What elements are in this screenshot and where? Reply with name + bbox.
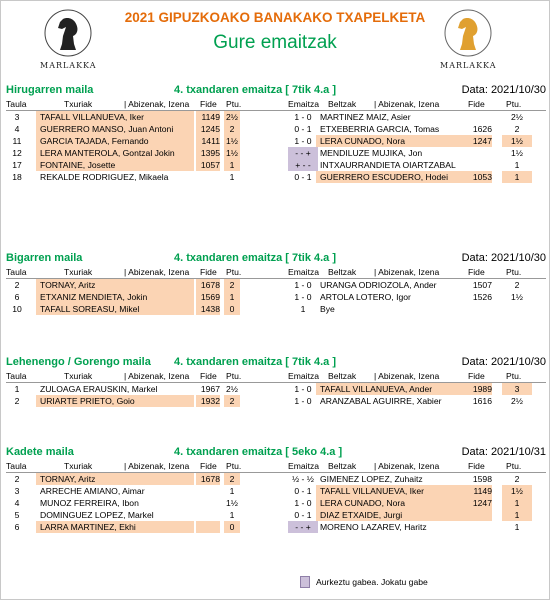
white-fide: 1245	[196, 123, 220, 135]
black-points: 1	[502, 509, 532, 521]
board-number: 3	[14, 486, 20, 496]
black-points: 2½	[511, 112, 523, 122]
board-number: 6	[14, 292, 20, 302]
white-player: ZULOAGA ERAUSKIN, Markel	[40, 384, 158, 394]
column-headers	[6, 98, 546, 111]
board-number: 1	[14, 384, 20, 394]
club-logo-right	[440, 8, 496, 70]
black-points: 1½	[511, 148, 523, 158]
col-ptu-black: Ptu.	[506, 371, 522, 381]
col-beltzak: Beltzak	[328, 371, 357, 381]
col-ptu-white: Ptu.	[226, 371, 242, 381]
col-txuriak: Txuriak	[64, 267, 93, 277]
game-result: 1	[300, 304, 306, 314]
col-taula: Taula	[6, 371, 27, 381]
white-fide	[196, 485, 220, 497]
game-result: 1 - 0	[294, 498, 312, 508]
white-fide: 1678	[196, 473, 220, 485]
table-row	[6, 159, 546, 171]
table-row	[6, 473, 546, 485]
col-abizenak-white: | Abizenak, Izena	[124, 267, 190, 277]
board-number: 4	[14, 124, 20, 134]
black-player: ARTOLA LOTERO, Igor	[320, 292, 411, 302]
black-fide: 1247	[466, 135, 492, 147]
black-fide: 1616	[472, 396, 492, 406]
round-date: Data: 2021/10/30	[461, 252, 546, 264]
table-row	[6, 383, 546, 395]
col-fide-white: Fide	[200, 371, 217, 381]
black-fide: 1989	[466, 383, 492, 395]
white-points: 2	[224, 395, 240, 407]
black-fide: 1149	[466, 485, 492, 497]
col-ptu-white: Ptu.	[226, 267, 242, 277]
table-row	[6, 509, 546, 521]
col-fide-black: Fide	[468, 267, 485, 277]
board-number: 3	[14, 112, 20, 122]
white-player: REKALDE RODRIGUEZ, Mikaela	[40, 172, 169, 182]
round-label: 4. txandaren emaitza [ 7tik 4.a ]	[174, 84, 337, 96]
col-ptu-white: Ptu.	[226, 461, 242, 471]
page-title: 2021 GIPUZKOAKO BANAKAKO TXAPELKETA	[124, 10, 426, 25]
black-points: 1½	[502, 135, 532, 147]
white-player: LERA MANTEROLA, Gontzal Jokin	[36, 147, 194, 159]
col-emaitza: Emaitza	[288, 99, 320, 109]
white-points: 1½	[226, 498, 238, 508]
table-row	[6, 135, 546, 147]
game-result: 1 - 0	[294, 292, 312, 302]
logo-right-text: MARLAKKA	[440, 61, 497, 70]
game-result: 0 - 1	[294, 172, 312, 182]
black-points: 1	[514, 522, 520, 532]
black-fide: 1247	[466, 497, 492, 509]
table-row	[6, 303, 546, 315]
section-header	[6, 356, 546, 370]
col-taula: Taula	[6, 267, 27, 277]
section-name: Bigarren maila	[6, 252, 83, 264]
col-abizenak-black: | Abizenak, Izena	[374, 99, 440, 109]
col-abizenak-white: | Abizenak, Izena	[124, 461, 190, 471]
col-abizenak-black: | Abizenak, Izena	[374, 371, 440, 381]
col-ptu-black: Ptu.	[506, 267, 522, 277]
column-headers	[6, 266, 546, 279]
section-2	[6, 356, 546, 407]
black-fide: 1507	[472, 280, 492, 290]
game-result: 1 - 0	[294, 396, 312, 406]
col-fide-black: Fide	[468, 99, 485, 109]
game-result: 1 - 0	[294, 280, 312, 290]
board-number: 6	[14, 522, 20, 532]
white-player: DOMINGUEZ LOPEZ, Markel	[40, 510, 154, 520]
board-number: 17	[12, 160, 22, 170]
white-fide: 1569	[196, 291, 220, 303]
white-fide	[196, 497, 220, 509]
black-fide	[466, 521, 492, 533]
black-points: 2	[514, 280, 520, 290]
white-fide: 1411	[196, 135, 220, 147]
black-fide: 1053	[466, 171, 492, 183]
white-player: ARRECHE AMIANO, Aimar	[40, 486, 145, 496]
black-points: 1	[514, 160, 520, 170]
table-row	[6, 521, 546, 533]
black-player: MORENO LAZAREV, Haritz	[320, 522, 427, 532]
white-points: 0	[224, 521, 240, 533]
round-date: Data: 2021/10/30	[461, 84, 546, 96]
white-player: TAFALL VILLANUEVA, Iker	[36, 111, 194, 123]
white-points: 2½	[224, 111, 240, 123]
col-txuriak: Txuriak	[64, 371, 93, 381]
game-result: - - +	[288, 521, 318, 533]
white-player: TORNAY, Aritz	[36, 473, 194, 485]
col-emaitza: Emaitza	[288, 267, 320, 277]
black-points: 2	[514, 124, 520, 134]
section-header	[6, 84, 546, 98]
col-taula: Taula	[6, 461, 27, 471]
table-row	[6, 111, 546, 123]
white-player: FONTAINE, Josette	[36, 159, 194, 171]
white-fide: 1149	[196, 111, 220, 123]
table-row	[6, 291, 546, 303]
white-player: GARCIA TAJADA, Fernando	[36, 135, 194, 147]
white-fide: 1678	[196, 279, 220, 291]
table-row	[6, 279, 546, 291]
col-emaitza: Emaitza	[288, 461, 320, 471]
black-player: GIMENEZ LOPEZ, Zuhaitz	[320, 474, 423, 484]
board-number: 4	[14, 498, 20, 508]
black-player: DIAZ ETXAIDE, Jurgi	[316, 509, 466, 521]
black-fide	[466, 147, 492, 159]
black-player: Bye	[320, 304, 335, 314]
page-subtitle: Gure emaitzak	[213, 32, 337, 53]
white-points: 0	[224, 303, 240, 315]
legend-text: Aurkeztu gabea. Jokatu gabe	[316, 577, 428, 587]
column-headers	[6, 460, 546, 473]
white-points: 1	[229, 510, 235, 520]
section-name: Kadete maila	[6, 446, 74, 458]
black-player: INTXAURRANDIETA OIARTZABAL	[320, 160, 456, 170]
white-player: GUERRERO MANSO, Juan Antoni	[36, 123, 194, 135]
board-number: 10	[12, 304, 22, 314]
black-player: GUERRERO ESCUDERO, Hodei	[316, 171, 466, 183]
white-fide	[196, 521, 220, 533]
col-abizenak-white: | Abizenak, Izena	[124, 371, 190, 381]
white-fide	[196, 171, 220, 183]
round-label: 4. txandaren emaitza [ 5eko 4.a ]	[174, 446, 343, 458]
logo-left-text: MARLAKKA	[40, 61, 97, 70]
white-fide: 1395	[196, 147, 220, 159]
white-player: TAFALL SOREASU, Mikel	[36, 303, 194, 315]
golden-knight-icon	[440, 8, 496, 58]
white-points: 2	[224, 279, 240, 291]
table-row	[6, 485, 546, 497]
col-fide-white: Fide	[200, 461, 217, 471]
section-name: Hirugarren maila	[6, 84, 94, 96]
col-txuriak: Txuriak	[64, 461, 93, 471]
col-fide-black: Fide	[468, 461, 485, 471]
col-abizenak-black: | Abizenak, Izena	[374, 267, 440, 277]
col-ptu-black: Ptu.	[506, 99, 522, 109]
white-fide: 1932	[196, 395, 220, 407]
round-label: 4. txandaren emaitza [ 7tik 4.a ]	[174, 252, 337, 264]
white-points: 1	[224, 159, 240, 171]
table-row	[6, 497, 546, 509]
section-1	[6, 252, 546, 315]
black-player: ETXEBERRIA GARCIA, Tomas	[320, 124, 440, 134]
black-player: TAFALL VILLANUEVA, Ander	[316, 383, 466, 395]
section-header	[6, 252, 546, 266]
black-fide: 1526	[472, 292, 492, 302]
col-emaitza: Emaitza	[288, 371, 320, 381]
board-number: 2	[14, 396, 20, 406]
board-number: 2	[14, 474, 20, 484]
black-player: LERA CUNADO, Nora	[316, 497, 466, 509]
black-fide: 1598	[472, 474, 492, 484]
col-fide-white: Fide	[200, 99, 217, 109]
black-player: URANGA ODRIOZOLA, Ander	[320, 280, 437, 290]
game-result: ½ - ½	[292, 474, 314, 484]
col-ptu-black: Ptu.	[506, 461, 522, 471]
game-result: 0 - 1	[294, 510, 312, 520]
white-points: 2	[224, 473, 240, 485]
col-fide-white: Fide	[200, 267, 217, 277]
black-points: 1½	[502, 485, 532, 497]
game-result: + - -	[288, 159, 318, 171]
white-points: 1½	[224, 135, 240, 147]
table-row	[6, 123, 546, 135]
board-number: 12	[12, 148, 22, 158]
game-result: 1 - 0	[294, 384, 312, 394]
board-number: 2	[14, 280, 20, 290]
black-points: 2½	[511, 396, 523, 406]
black-player: MENDILUZE MUJIKA, Jon	[320, 148, 423, 158]
col-beltzak: Beltzak	[328, 267, 357, 277]
col-txuriak: Txuriak	[64, 99, 93, 109]
col-abizenak-black: | Abizenak, Izena	[374, 461, 440, 471]
black-fide	[466, 509, 492, 521]
white-player: MUNOZ FERREIRA, Ibon	[40, 498, 139, 508]
black-points: 1½	[511, 292, 523, 302]
white-points: 1	[229, 486, 235, 496]
col-ptu-white: Ptu.	[226, 99, 242, 109]
black-fide	[466, 159, 492, 171]
white-points: 1	[229, 172, 235, 182]
white-points: 1	[224, 291, 240, 303]
col-beltzak: Beltzak	[328, 461, 357, 471]
column-headers	[6, 370, 546, 383]
black-fide	[466, 303, 492, 315]
game-result: - - +	[288, 147, 318, 159]
table-row	[6, 395, 546, 407]
white-player: LARRA MARTINEZ, Ekhi	[36, 521, 194, 533]
board-number: 11	[12, 136, 22, 146]
black-points	[502, 303, 532, 315]
board-number: 5	[14, 510, 20, 520]
game-result: 0 - 1	[294, 124, 312, 134]
black-points: 1	[502, 171, 532, 183]
white-player: TORNAY, Aritz	[36, 279, 194, 291]
black-player: MARTINEZ MAIZ, Asier	[320, 112, 411, 122]
section-3	[6, 446, 546, 533]
black-player: TAFALL VILLANUEVA, Iker	[316, 485, 466, 497]
white-fide: 1438	[196, 303, 220, 315]
white-fide: 1967	[200, 384, 220, 394]
round-date: Data: 2021/10/30	[461, 356, 546, 368]
white-player: URIARTE PRIETO, Goio	[36, 395, 194, 407]
game-result: 1 - 0	[294, 112, 312, 122]
black-player: ARANZABAL AGUIRRE, Xabier	[320, 396, 442, 406]
col-beltzak: Beltzak	[328, 99, 357, 109]
white-points: 1½	[224, 147, 240, 159]
black-points: 2	[514, 474, 520, 484]
section-header	[6, 446, 546, 460]
black-player: LERA CUNADO, Nora	[316, 135, 466, 147]
col-abizenak-white: | Abizenak, Izena	[124, 99, 190, 109]
table-row	[6, 147, 546, 159]
col-fide-black: Fide	[468, 371, 485, 381]
white-player: ETXANIZ MENDIETA, Jokin	[36, 291, 194, 303]
game-result: 1 - 0	[294, 136, 312, 146]
white-points: 2	[224, 123, 240, 135]
black-fide	[466, 111, 492, 123]
section-name: Lehenengo / Gorengo maila	[6, 356, 151, 368]
white-fide	[196, 509, 220, 521]
black-points: 3	[502, 383, 532, 395]
board-number: 18	[12, 172, 22, 182]
game-result: 0 - 1	[294, 486, 312, 496]
black-points: 1	[502, 497, 532, 509]
section-0	[6, 84, 546, 183]
col-taula: Taula	[6, 99, 27, 109]
round-label: 4. txandaren emaitza [ 7tik 4.a ]	[174, 356, 337, 368]
table-row	[6, 171, 546, 183]
forfeit-swatch	[300, 576, 310, 588]
black-fide: 1626	[472, 124, 492, 134]
white-fide: 1057	[196, 159, 220, 171]
round-date: Data: 2021/10/31	[461, 446, 546, 458]
white-points: 2½	[226, 384, 238, 394]
